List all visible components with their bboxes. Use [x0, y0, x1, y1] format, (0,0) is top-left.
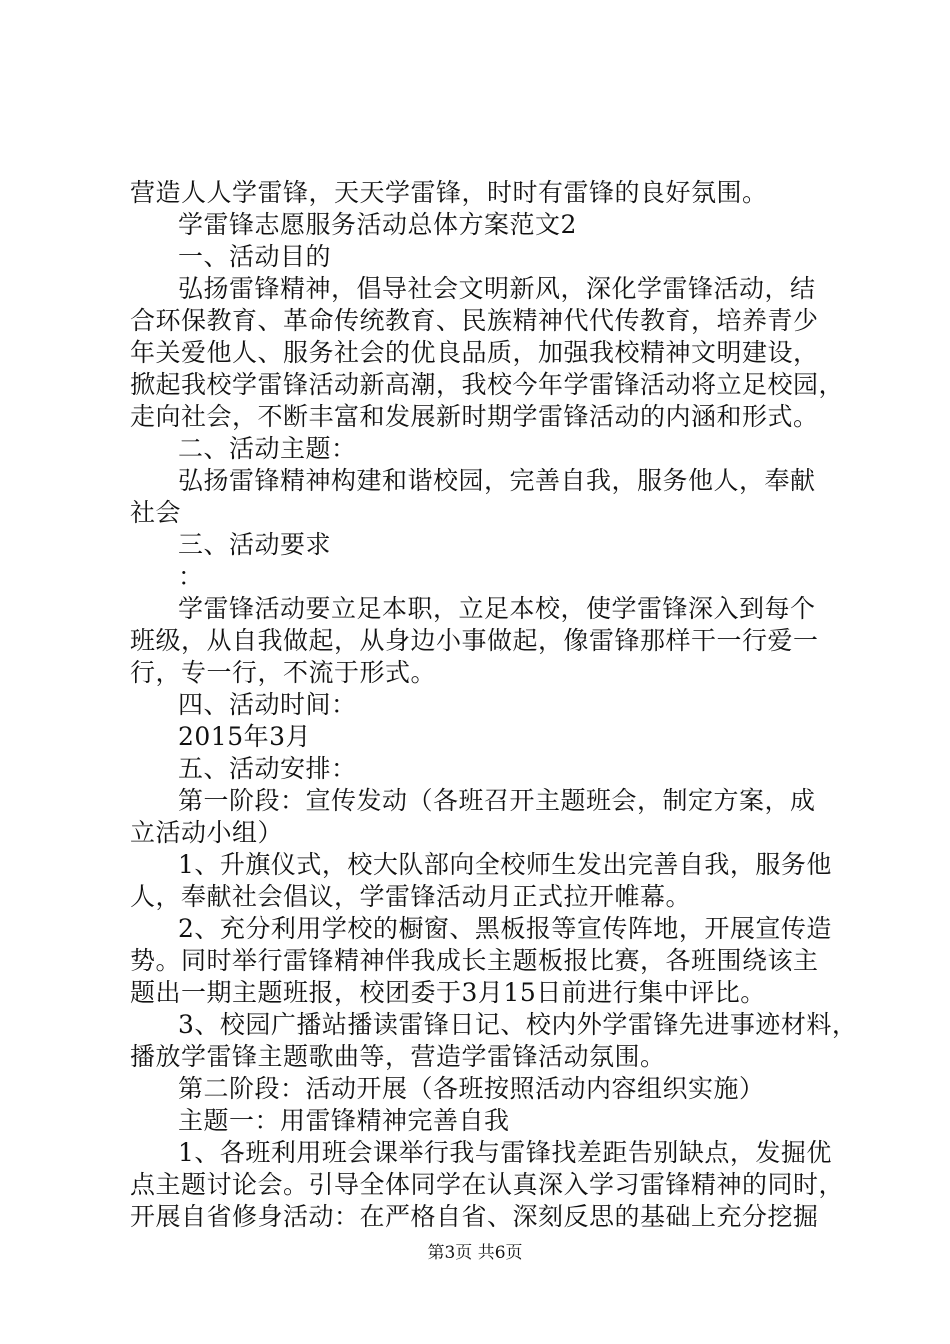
page-number-footer: 第3页 共6页 [427, 1243, 523, 1263]
text-line: 第一阶段：宣传发动（各班召开主题班会，制定方案，成 [178, 786, 816, 815]
text-line: 行，专一行，不流于形式。 [130, 658, 437, 687]
text-line: 立活动小组） [130, 818, 284, 847]
text-line: ： [178, 562, 204, 591]
text-line: 走向社会，不断丰富和发展新时期学雷锋活动的内涵和形式。 [130, 402, 819, 431]
text-line: 年关爱他人、服务社会的优良品质，加强我校精神文明建设， [130, 338, 819, 367]
text-line: 2、充分利用学校的橱窗、黑板报等宣传阵地，开展宣传造 [178, 914, 832, 943]
text-line: 题出一期主题班报，校团委于3月15日前进行集中评比。 [130, 978, 766, 1007]
text-line: 五、活动安排： [178, 754, 357, 783]
text-line: 合环保教育、革命传统教育、民族精神代代传教育，培养青少 [130, 306, 819, 335]
text-line: 学雷锋志愿服务活动总体方案范文2 [178, 210, 577, 239]
text-line: 弘扬雷锋精神，倡导社会文明新风，深化学雷锋活动，结 [178, 274, 816, 303]
text-line: 1、各班利用班会课举行我与雷锋找差距告别缺点，发掘优 [178, 1138, 832, 1167]
text-line: 班级，从自我做起，从身边小事做起，像雷锋那样干一行爱一 [130, 626, 819, 655]
text-line: 主题一：用雷锋精神完善自我 [178, 1106, 510, 1135]
text-line: 播放学雷锋主题歌曲等，营造学雷锋活动氛围。 [130, 1042, 666, 1071]
text-line: 一、活动目的 [178, 242, 332, 271]
text-line: 二、活动主题： [178, 434, 357, 463]
text-line: 四、活动时间： [178, 690, 357, 719]
text-line: 1、升旗仪式，校大队部向全校师生发出完善自我，服务他 [178, 850, 832, 879]
text-line: 弘扬雷锋精神构建和谐校园，完善自我，服务他人，奉献 [178, 466, 816, 495]
text-line: 势。同时举行雷锋精神伴我成长主题板报比赛，各班围绕该主 [130, 946, 819, 975]
text-line: 人，奉献社会倡议，学雷锋活动月正式拉开帷幕。 [130, 882, 692, 911]
text-line: 营造人人学雷锋，天天学雷锋，时时有雷锋的良好氛围。 [130, 178, 768, 207]
text-line: 2015年3月 [178, 722, 312, 751]
text-line: 掀起我校学雷锋活动新高潮，我校今年学雷锋活动将立足校园， [130, 370, 845, 399]
text-line: 社会 [130, 498, 182, 527]
text-line: 3、校园广播站播读雷锋日记、校内外学雷锋先进事迹材料， [178, 1010, 858, 1039]
text-line: 开展自省修身活动：在严格自省、深刻反思的基础上充分挖掘 [130, 1202, 819, 1231]
text-line: 学雷锋活动要立足本职，立足本校，使学雷锋深入到每个 [178, 594, 816, 623]
text-line: 三、活动要求 [178, 530, 332, 559]
text-line: 点主题讨论会。引导全体同学在认真深入学习雷锋精神的同时， [130, 1170, 845, 1199]
text-line: 第二阶段：活动开展（各班按照活动内容组织实施） [178, 1074, 765, 1103]
